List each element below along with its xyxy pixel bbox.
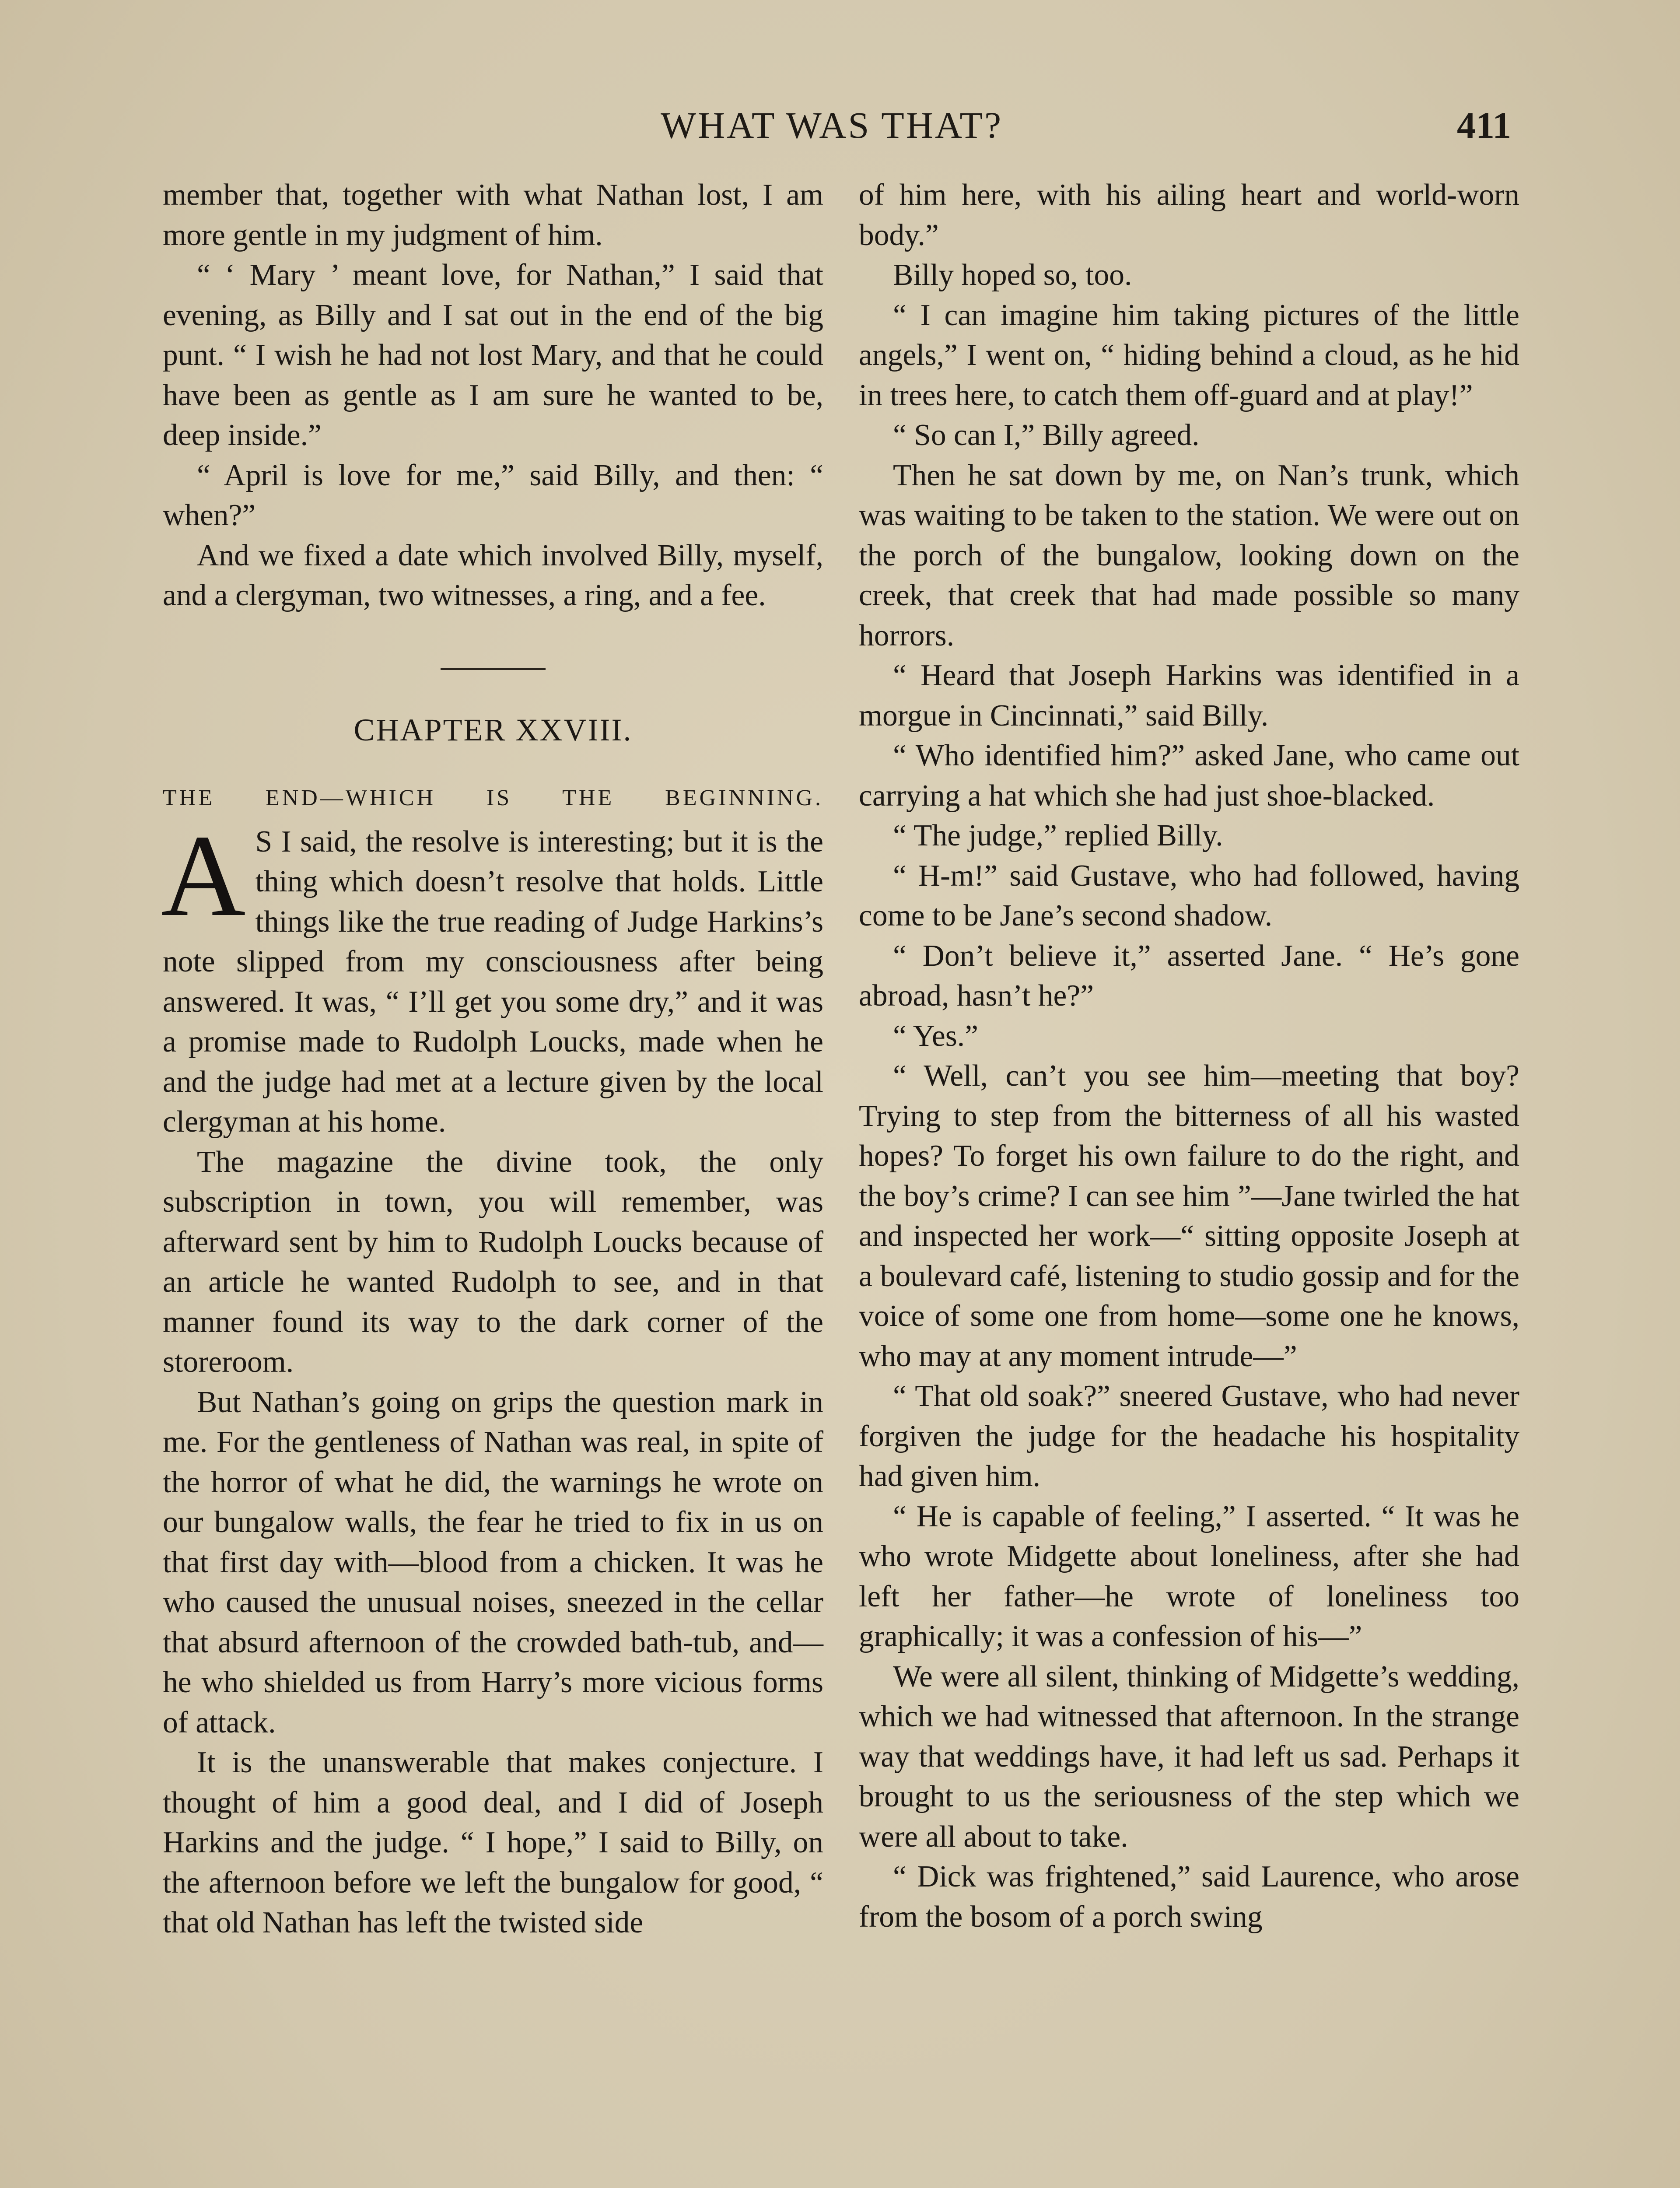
paragraph: It is the unanswerable that makes conjecture. I thought of him a good deal, and I did of Joseph Harkins and the judge. “ I hope,” I said to Billy, on the afternoon before we left the bungalow for good, “ that old Nathan has left the twisted side [163,1746,823,1939]
running-title: WHAT WAS THAT? [661,104,1003,146]
paragraph: “ Dick was frightened,” said Laurence, who arose from the bosom of a porch swing [859,1860,1519,1934]
section-divider [441,668,546,670]
paragraph: And we fixed a date which involved Billy, myself, and a clergyman, two witnesses, a ring, and a fee. [163,538,823,612]
paragraph: “ Heard that Joseph Harkins was identified in a morgue in Cincinnati,” said Billy. [859,659,1519,733]
paragraph: But Nathan’s going on grips the question mark in me. For the gentleness of Nathan was real, in spite of the horror of what he did, the warnings he wrote on our bungalow walls, the fear he tried to fix in us on that first day with—blood from a chicken. It was he who caused the unusual noises, sneezed in the cellar that absurd afternoon of the crowded bath-tub, and—he who shielded us from Harry’s more vicious forms of attack. [163,1385,823,1739]
paragraph: “ He is capable of feeling,” I asserted. “ It was he who wrote Midgette about loneliness, after she had left her father—he wrote of loneliness too graphically; it was a confession of his—” [859,1499,1519,1653]
paragraph: “ So can I,” Billy agreed. [893,418,1200,452]
paragraph: “ ‘ Mary ’ meant love, for Nathan,” I said that evening, as Billy and I sat out in the end of the big punt. “ I wish he had not lost Mary, and that he could have been as gentle as I am sure he wanted to be, deep inside.” [163,258,823,452]
paragraph: “ I can imagine him taking pictures of the little angels,” I went on, “ hiding behind a cloud, as he hid in trees here, to catch them off-guard and at play!” [859,298,1519,412]
paragraph: “ Well, can’t you see him—meeting that boy? Trying to step from the bitterness of all his wasted hopes? To forget his own failure to do the right, and the boy’s crime? I can see him ”—Jane twirled the hat and inspected her work—“ sitting opposite Joseph at a boulevard café, listening to studio gossip and for the voice of some one from home—some one he knows, who may at any moment intrude—” [859,1059,1519,1373]
paragraph: Then he sat down by me, on Nan’s trunk, which was waiting to be taken to the station. We were out on the porch of the bungalow, looking down on the creek, that creek that had made possible so many horrors. [859,458,1519,652]
chapter-subtitle: THE END—WHICH IS THE BEGINNING. [163,785,823,810]
right-column [859,175,1519,1937]
paragraph: “ H-m!” said Gustave, who had followed, having come to be Jane’s second shadow. [859,859,1519,933]
paragraph: member that, together with what Nathan lost, I am more gentle in my judgment of him. [163,178,823,252]
chapter-title: CHAPTER XXVIII. [354,712,633,747]
paragraph: “ Yes.” [893,1019,978,1053]
paragraph: “ Don’t believe it,” asserted Jane. “ He’s gone abroad, hasn’t he?” [859,939,1519,1013]
paragraph: “ April is love for me,” said Billy, and then: “ when?” [163,458,823,532]
paragraph: of him here, with his ailing heart and world-worn body.” [859,178,1519,252]
left-column [163,175,823,1943]
paragraph: “ That old soak?” sneered Gustave, who had never forgiven the judge for the headache his hospitality had given him. [859,1379,1519,1493]
paragraph: Billy hoped so, too. [893,258,1132,292]
opening-paragraph [161,810,823,1142]
running-head [0,103,1680,156]
paragraph: “ The judge,” replied Billy. [893,819,1223,852]
opening-paragraph-text: S I said, the resolve is interesting; but it is the thing which doesn’t resolve that holds. Little things like the true reading of Judge Harkins’s note slipped from my consciousness after being answered. It was, “ I’ll get you some dry,” and it was a promise made to Rudolph Loucks, made when he and the judge had met at a lecture given by the local clergyman at his home. [163,824,823,1139]
paragraph: The magazine the divine took, the only subscription in town, you will remember, was afterward sent by him to Rudolph Loucks because of an article he wanted Rudolph to see, and in that manner found its way to the dark corner of the storeroom. [163,1145,823,1379]
drop-cap: A [161,810,246,940]
paragraph: We were all silent, thinking of Midgette’s wedding, which we had witnessed that afternoon. In the strange way that weddings have, it had left us sad. Perhaps it brought to us the seriousness of the step which we were all about to take. [859,1659,1519,1854]
paragraph: “ Who identified him?” asked Jane, who came out carrying a hat which she had just shoe-blacked. [859,739,1519,813]
page-number: 411 [1457,104,1512,146]
